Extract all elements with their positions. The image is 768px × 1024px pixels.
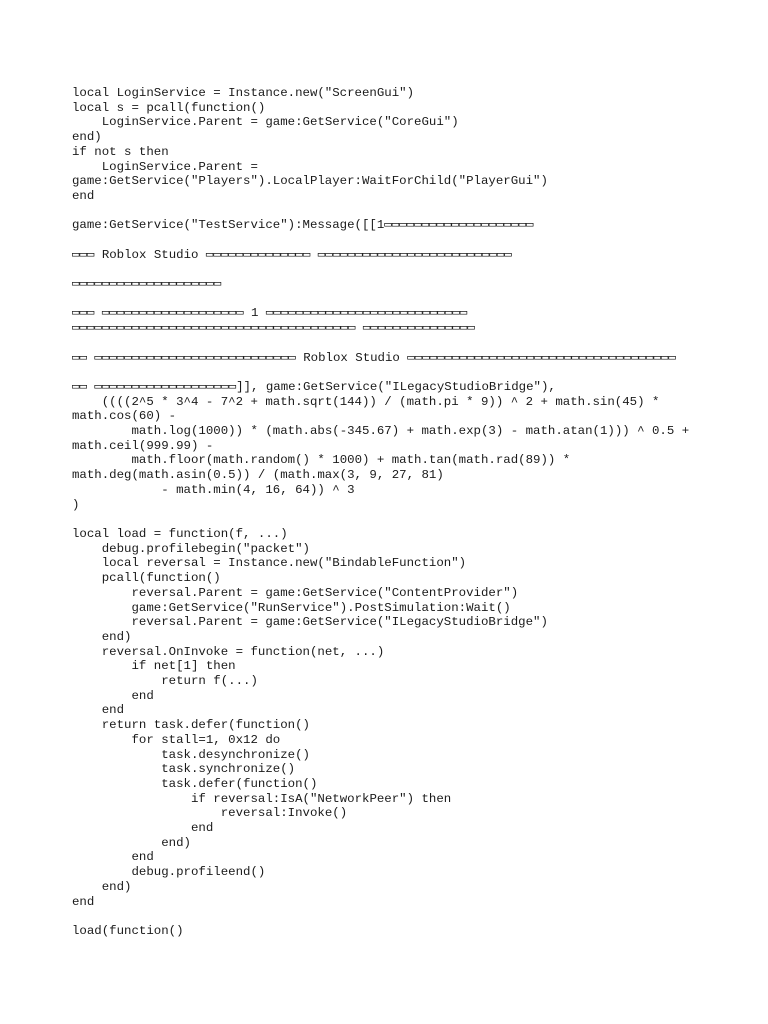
code-line: if not s then bbox=[72, 144, 169, 159]
code-line: ▭▭ ▭▭▭▭▭▭▭▭▭▭▭▭▭▭▭▭▭▭▭]], game:GetService("ILegacyStudioBridge"), bbox=[72, 379, 556, 394]
code-line: end bbox=[72, 894, 95, 909]
code-line: local LoginService = Instance.new("ScreenGui") bbox=[72, 86, 415, 100]
code-line: pcall(function() bbox=[72, 571, 221, 586]
code-listing bbox=[72, 86, 712, 939]
code-line: load(function() bbox=[72, 923, 184, 938]
code-line: ▭▭ ▭▭▭▭▭▭▭▭▭▭▭▭▭▭▭▭▭▭▭▭▭▭▭▭▭▭▭ Roblox Studio ▭▭▭▭▭▭▭▭▭▭▭▭▭▭▭▭▭▭▭▭▭▭▭▭▭▭▭▭▭▭▭▭▭▭▭▭ bbox=[72, 350, 676, 365]
code-line: end) bbox=[72, 130, 102, 145]
code-line bbox=[72, 262, 712, 277]
code-line: end bbox=[72, 188, 95, 203]
code-line: return task.defer(function() bbox=[72, 718, 310, 733]
code-line: LoginService.Parent = bbox=[72, 159, 258, 174]
code-line: ▭▭▭▭▭▭▭▭▭▭▭▭▭▭▭▭▭▭▭▭ bbox=[72, 277, 222, 292]
code-line: task.synchronize() bbox=[72, 762, 296, 777]
code-line: end bbox=[72, 703, 125, 718]
code-line: end bbox=[72, 821, 214, 836]
code-line: task.defer(function() bbox=[72, 776, 318, 791]
code-line: if reversal:IsA("NetworkPeer") then bbox=[72, 791, 452, 806]
code-line bbox=[72, 909, 712, 924]
code-line: end) bbox=[72, 629, 132, 644]
code-line bbox=[72, 336, 712, 351]
code-line: local reversal = Instance.new("BindableFunction") bbox=[72, 556, 467, 571]
code-line: task.desynchronize() bbox=[72, 747, 310, 762]
code-line: debug.profileend() bbox=[72, 865, 266, 880]
code-line: end) bbox=[72, 835, 191, 850]
code-line: local s = pcall(function() bbox=[72, 100, 266, 115]
code-line bbox=[72, 365, 712, 380]
code-line: return f(...) bbox=[72, 674, 258, 689]
code-line: game:GetService("RunService").PostSimulation:Wait() bbox=[72, 600, 511, 615]
code-line: math.floor(math.random() * 1000) + math.tan(math.rad(89)) * math.deg(math.asin(0.5)) / (math.max(3, 9, 27, 81) bbox=[72, 453, 578, 483]
code-line bbox=[72, 292, 712, 307]
code-line: reversal:Invoke() bbox=[72, 806, 348, 821]
code-line bbox=[72, 204, 712, 219]
code-line: ) bbox=[72, 497, 80, 512]
code-line: LoginService.Parent = game:GetService("CoreGui") bbox=[72, 115, 459, 130]
code-line: if net[1] then bbox=[72, 659, 236, 674]
code-line: end bbox=[72, 688, 154, 703]
code-line: game:GetService("TestService"):Message([[1▭▭▭▭▭▭▭▭▭▭▭▭▭▭▭▭▭▭▭▭ bbox=[72, 218, 534, 233]
code-line: end bbox=[72, 850, 154, 865]
code-line: ((((2^5 * 3^4 - 7^2 + math.sqrt(144)) / (math.pi * 9)) ^ 2 + math.sin(45) * math.cos(60) - bbox=[72, 394, 667, 424]
code-line: ▭▭▭ ▭▭▭▭▭▭▭▭▭▭▭▭▭▭▭▭▭▭▭ 1 ▭▭▭▭▭▭▭▭▭▭▭▭▭▭▭▭▭▭▭▭▭▭▭▭▭▭▭ ▭▭▭▭▭▭▭▭▭▭▭▭▭▭▭▭▭▭▭▭▭▭▭▭▭▭▭▭▭▭▭▭▭▭▭▭▭▭ ▭▭▭▭▭▭▭▭▭▭▭▭▭▭▭ bbox=[72, 306, 475, 336]
code-line: ▭▭▭ Roblox Studio ▭▭▭▭▭▭▭▭▭▭▭▭▭▭ ▭▭▭▭▭▭▭▭▭▭▭▭▭▭▭▭▭▭▭▭▭▭▭▭▭▭ bbox=[72, 247, 512, 262]
code-line: debug.profilebegin("packet") bbox=[72, 541, 310, 556]
code-line: for stall=1, 0x12 do bbox=[72, 732, 281, 747]
code-line bbox=[72, 512, 712, 527]
code-line: reversal.Parent = game:GetService("ILegacyStudioBridge") bbox=[72, 615, 548, 630]
code-line: end) bbox=[72, 879, 132, 894]
code-line: local load = function(f, ...) bbox=[72, 526, 288, 541]
code-line: game:GetService("Players").LocalPlayer:WaitForChild("PlayerGui") bbox=[72, 174, 548, 189]
code-line: math.log(1000)) * (math.abs(-345.67) + math.exp(3) - math.atan(1))) ^ 0.5 + math.ceil(999.99) - bbox=[72, 424, 697, 453]
code-line: reversal.Parent = game:GetService("ContentProvider") bbox=[72, 585, 519, 600]
code-line: - math.min(4, 16, 64)) ^ 3 bbox=[72, 482, 355, 497]
code-line: reversal.OnInvoke = function(net, ...) bbox=[72, 644, 385, 659]
code-line bbox=[72, 233, 712, 248]
